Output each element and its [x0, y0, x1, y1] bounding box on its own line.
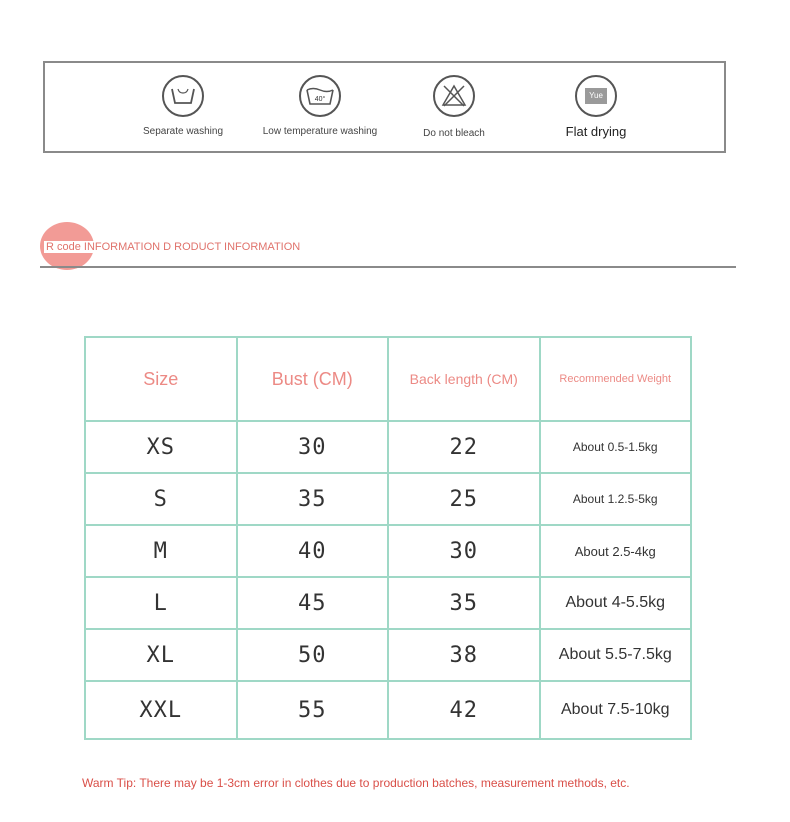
cell-bust: 30 — [237, 421, 389, 473]
cell-size: XXL — [85, 681, 237, 739]
header-bust: Bust (CM) — [237, 337, 389, 421]
wash-40-icon — [299, 75, 341, 117]
cell-weight: About 2.5-4kg — [540, 525, 692, 577]
care-flat-drying — [521, 75, 671, 139]
cell-size: S — [85, 473, 237, 525]
cell-back-length: 42 — [388, 681, 540, 739]
cell-bust: 45 — [237, 577, 389, 629]
table-row — [85, 473, 691, 525]
size-chart-table — [84, 336, 692, 740]
care-separate-washing — [108, 75, 258, 137]
flat-dry-stamp: Yue — [585, 88, 607, 104]
flat-dry-icon — [575, 75, 617, 117]
warm-tip-note: Warm Tip: There may be 1-3cm error in clothes due to production batches, measurement methods, etc. — [82, 776, 630, 790]
cell-weight: About 0.5-1.5kg — [540, 421, 692, 473]
cell-bust: 35 — [237, 473, 389, 525]
cell-bust: 40 — [237, 525, 389, 577]
care-label: Low temperature washing — [262, 126, 378, 137]
care-low-temp-washing — [245, 75, 395, 137]
table-row — [85, 629, 691, 681]
cell-back-length: 25 — [388, 473, 540, 525]
table-header-row — [85, 337, 691, 421]
cell-size: M — [85, 525, 237, 577]
care-label: Flat drying — [565, 124, 627, 139]
cell-bust: 50 — [237, 629, 389, 681]
no-bleach-icon — [433, 75, 475, 117]
table-row — [85, 577, 691, 629]
table-row — [85, 525, 691, 577]
cell-back-length: 38 — [388, 629, 540, 681]
section-divider — [40, 266, 736, 268]
cell-weight: About 1.2.5-5kg — [540, 473, 692, 525]
care-label: Separate washing — [142, 126, 224, 137]
header-recommended-weight: Recommended Weight — [540, 337, 692, 421]
cell-size: XL — [85, 629, 237, 681]
section-header — [40, 222, 736, 270]
cell-bust: 55 — [237, 681, 389, 739]
basin-icon — [162, 75, 204, 117]
cell-back-length: 30 — [388, 525, 540, 577]
wash-temp-label: 40° — [314, 96, 326, 103]
cell-weight: About 7.5-10kg — [540, 681, 692, 739]
care-instructions-panel — [43, 61, 726, 153]
care-label: Do not bleach — [423, 128, 485, 139]
header-size: Size — [85, 337, 237, 421]
cell-back-length: 22 — [388, 421, 540, 473]
cell-back-length: 35 — [388, 577, 540, 629]
section-title: R code INFORMATION D RODUCT INFORMATION — [44, 241, 400, 253]
cell-size: L — [85, 577, 237, 629]
cell-weight: About 5.5-7.5kg — [540, 629, 692, 681]
table-row — [85, 421, 691, 473]
table-row — [85, 681, 691, 739]
care-do-not-bleach — [379, 75, 529, 139]
cell-size: XS — [85, 421, 237, 473]
header-back-length: Back length (CM) — [388, 337, 540, 421]
cell-weight: About 4-5.5kg — [540, 577, 692, 629]
